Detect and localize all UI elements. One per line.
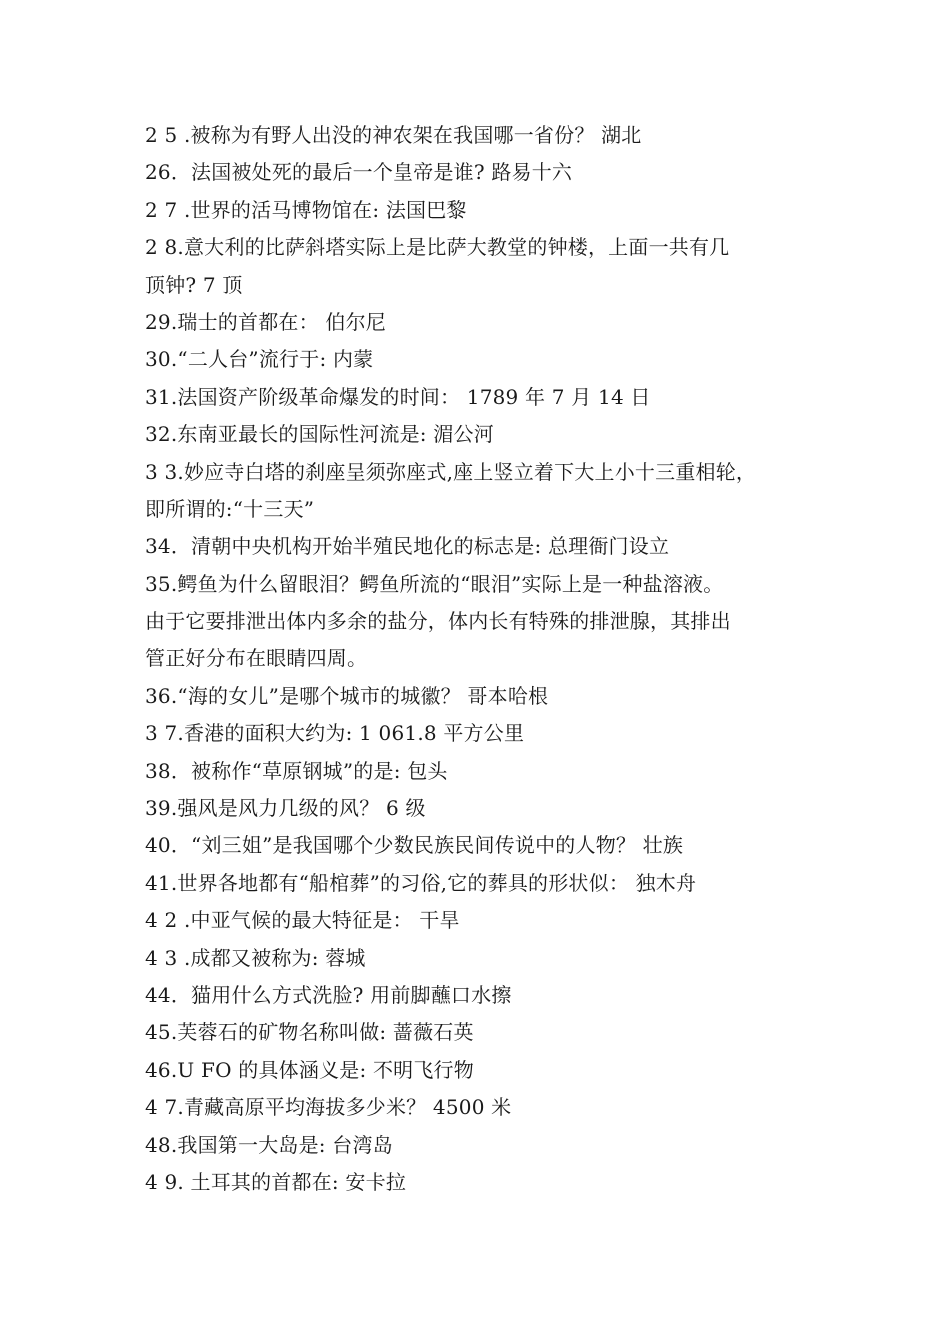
text-line: 35.鳄鱼为什么留眼泪？鳄鱼所流的“眼泪”实际上是一种盐溶液。: [145, 571, 724, 596]
text-line: 38．被称作“草原钢城”的是: 包头: [145, 758, 448, 783]
text-line: 41.世界各地都有“船棺葬”的习俗,它的葬具的形状似： 独木舟: [145, 870, 697, 895]
text-line: 44．猫用什么方式洗脸? 用前脚蘸口水擦: [145, 982, 512, 1007]
text-line: 2 8.意大利的比萨斜塔实际上是比萨大教堂的钟楼，上面一共有几: [145, 235, 730, 260]
text-line: 2 7 .世界的活马博物馆在: 法国巴黎: [145, 197, 467, 222]
text-line: 45.芙蓉石的矿物名称叫做: 蔷薇石英: [145, 1020, 474, 1045]
text-line: 4 3 .成都又被称为: 蓉城: [145, 945, 366, 970]
text-line: 3 7.香港的面积大约为: 1 061.8 平方公里: [145, 721, 525, 746]
text-line: 36.“海的女儿”是哪个城市的城徽？ 哥本哈根: [145, 683, 549, 708]
text-line: 4 9. 土耳其的首都在: 安卡拉: [145, 1169, 407, 1194]
text-line: 即所谓的:“十三天”: [145, 496, 315, 521]
text-line: 34．清朝中央机构开始半殖民地化的标志是: 总理衙门设立: [145, 534, 670, 559]
text-line: 30.“二人台”流行于: 内蒙: [145, 347, 374, 372]
text-line: 由于它要排泄出体内多余的盐分，体内长有特殊的排泄腺，其排出: [145, 609, 731, 634]
text-line: 46.U FO 的具体涵义是: 不明飞行物: [145, 1057, 474, 1082]
text-line: 31.法国资产阶级革命爆发的时间： 1789 年 7 月 14 日: [145, 384, 651, 409]
text-line: 3 3.妙应寺白塔的刹座呈须弥座式,座上竖立着下大上小十三重相轮，: [145, 459, 757, 484]
text-line: 39.强风是风力几级的风？ 6 级: [145, 796, 426, 821]
text-line: 顶钟? 7 顶: [145, 272, 243, 297]
text-line: 29.瑞士的首都在： 伯尔尼: [145, 309, 386, 334]
text-line: 26．法国被处死的最后一个皇帝是谁? 路易十六: [145, 160, 573, 185]
text-line: 40．“刘三姐”是我国哪个少数民族民间传说中的人物？ 壮族: [145, 833, 684, 858]
text-line: 32.东南亚最长的国际性河流是: 湄公河: [145, 422, 494, 447]
text-line: 48.我国第一大岛是: 台湾岛: [145, 1132, 393, 1157]
text-line: 2 5 .被称为有野人出没的神农架在我国哪一省份？ 湖北: [145, 123, 642, 147]
text-line: 4 7.青藏高原平均海拔多少米？ 4500 米: [145, 1095, 512, 1120]
text-line: 管正好分布在眼睛四周。: [145, 646, 368, 671]
document-page: [145, 117, 835, 1201]
text-line: 4 2 .中亚气候的最大特征是： 干旱: [145, 908, 460, 933]
